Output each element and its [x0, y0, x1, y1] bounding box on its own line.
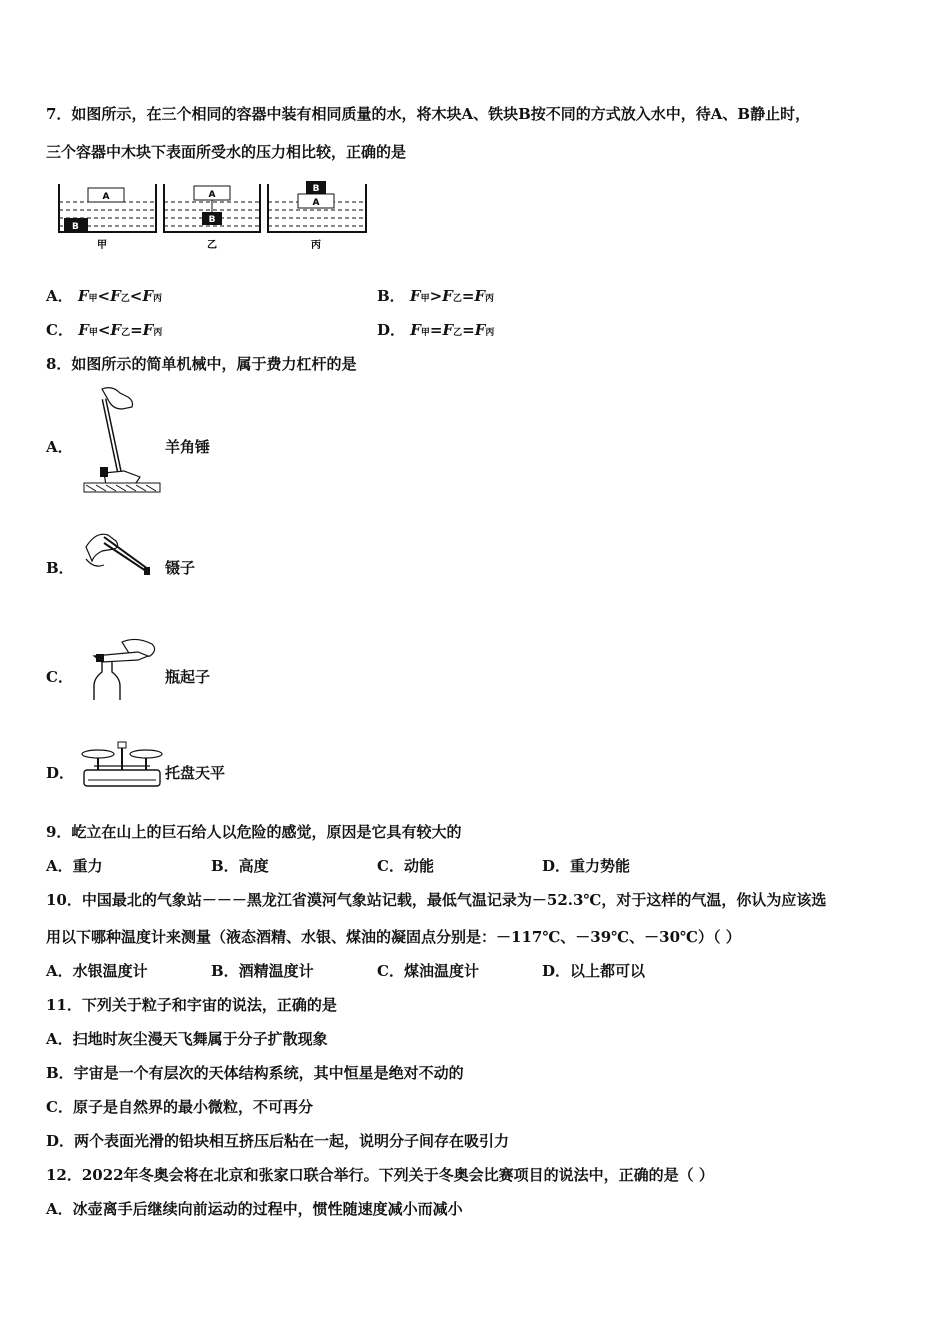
q7-containers-figure: [56, 180, 376, 260]
q10-stem-line2: 用以下哪种温度计来测量（液态酒精、水银、煤油的凝固点分别是：－117℃、－39℃、－30℃）（ ）: [46, 928, 741, 946]
q8-option-b-letter: B．: [46, 559, 74, 577]
container-jia: [59, 184, 156, 251]
q11-option-b: B．宇宙是一个有层次的天体结构系统，其中恒星是绝对不动的: [46, 1064, 464, 1082]
formula-part: =F: [462, 321, 486, 339]
formula-part: F: [78, 321, 89, 339]
q9-option-b: B．高度: [211, 857, 269, 875]
formula-sub: 乙: [452, 294, 462, 304]
q11-option-a: A．扫地时灰尘漫天飞舞属于分子扩散现象: [46, 1030, 328, 1048]
formula-sub: 乙: [120, 294, 130, 304]
q9-option-d: D．重力势能: [542, 857, 631, 875]
q8-option-c-letter: C．: [46, 668, 73, 686]
block-b-label: B: [208, 215, 216, 225]
q11-stem: 11．下列关于粒子和宇宙的说法，正确的是: [46, 996, 337, 1014]
q9-option-a: A．重力: [46, 857, 103, 875]
q7-stem-line2: 三个容器中木块下表面所受水的压力相比较，正确的是: [46, 143, 407, 161]
q8-option-a-letter: A．: [46, 438, 73, 456]
label-jia: 甲: [97, 240, 107, 251]
option-letter: B．: [377, 287, 405, 305]
formula-part: F: [409, 287, 421, 305]
formula-part: =F: [461, 287, 486, 305]
q9-option-c: C．动能: [377, 857, 434, 875]
formula-part: <F: [97, 321, 122, 339]
container-bing: [268, 181, 366, 251]
q7-option-d: [377, 319, 494, 340]
balance-scale-icon: [80, 740, 164, 794]
q8-stem: 8．如图所示的简单机械中，属于费力杠杆的是: [46, 355, 357, 373]
q10-option-d: D．以上都可以: [542, 962, 646, 980]
formula-sub: 乙: [453, 328, 463, 338]
q10-option-c: C．煤油温度计: [377, 962, 479, 980]
option-letter: D．: [377, 321, 406, 339]
formula-part: <F: [129, 287, 153, 305]
formula-sub: 甲: [420, 294, 430, 304]
block-a-label: A: [102, 192, 110, 202]
q9-stem: 9．屹立在山上的巨石给人以危险的感觉，原因是它具有较大的: [46, 823, 462, 841]
formula-sub: 丙: [153, 328, 163, 338]
q10-option-b: B．酒精温度计: [211, 962, 314, 980]
option-letter: A．: [46, 287, 73, 305]
formula-part: >F: [429, 287, 453, 305]
block-b-label: B: [72, 222, 79, 232]
formula-sub: 甲: [88, 294, 98, 304]
q8-option-b-label: 镊子: [165, 559, 196, 577]
q8-option-d-letter: D．: [46, 764, 75, 782]
label-yi: 乙: [207, 240, 217, 251]
q7-option-b: [377, 285, 494, 306]
q7-stem-line1: 7．如图所示，在三个相同的容器中装有相同质量的水，将木块A、铁块B按不同的方式放入水中，待A、B静止时，: [46, 105, 811, 123]
q12-option-a: A．冰壶离手后继续向前运动的过程中，惯性随速度减小而减小: [46, 1200, 463, 1218]
formula-part: <F: [97, 287, 121, 305]
q12-stem: 12．2022年冬奥会将在北京和张家口联合举行。下列关于冬奥会比赛项目的说法中，正确的是（ ）: [46, 1166, 714, 1184]
bottle-opener-icon: [82, 636, 162, 700]
claw-hammer-icon: [82, 385, 162, 495]
formula-sub: 乙: [121, 328, 131, 338]
block-b-label: B: [312, 184, 320, 194]
formula-sub: 丙: [485, 328, 495, 338]
q10-stem-line1: 10．中国最北的气象站－－－黑龙江省漠河气象站记载，最低气温记录为－52.3℃，对于这样的气温，你认为应该选: [46, 891, 827, 909]
formula-part: F: [410, 321, 421, 339]
q8-option-a-label: 羊角锤: [165, 438, 211, 456]
q11-option-c: C．原子是自然界的最小微粒，不可再分: [46, 1098, 313, 1116]
formula-sub: 甲: [88, 328, 98, 338]
q7-option-a: [46, 285, 162, 306]
formula-sub: 丙: [485, 294, 495, 304]
q10-option-a: A．水银温度计: [46, 962, 148, 980]
formula-part: F: [77, 287, 89, 305]
q7-option-c: [46, 319, 162, 340]
q11-option-d: D．两个表面光滑的铅块相互挤压后粘在一起，说明分子间存在吸引力: [46, 1132, 510, 1150]
q8-option-d-label: 托盘天平: [165, 764, 226, 782]
container-yi: [164, 184, 260, 251]
block-a-label: A: [208, 190, 216, 200]
formula-sub: 丙: [153, 294, 163, 304]
option-letter: C．: [46, 321, 73, 339]
q8-option-c-label: 瓶起子: [165, 668, 211, 686]
formula-sub: 甲: [420, 328, 430, 338]
block-a-label: A: [312, 198, 320, 208]
tweezers-icon: [82, 525, 162, 585]
formula-part: =F: [429, 321, 454, 339]
formula-part: =F: [130, 321, 154, 339]
label-bing: 丙: [311, 240, 321, 251]
